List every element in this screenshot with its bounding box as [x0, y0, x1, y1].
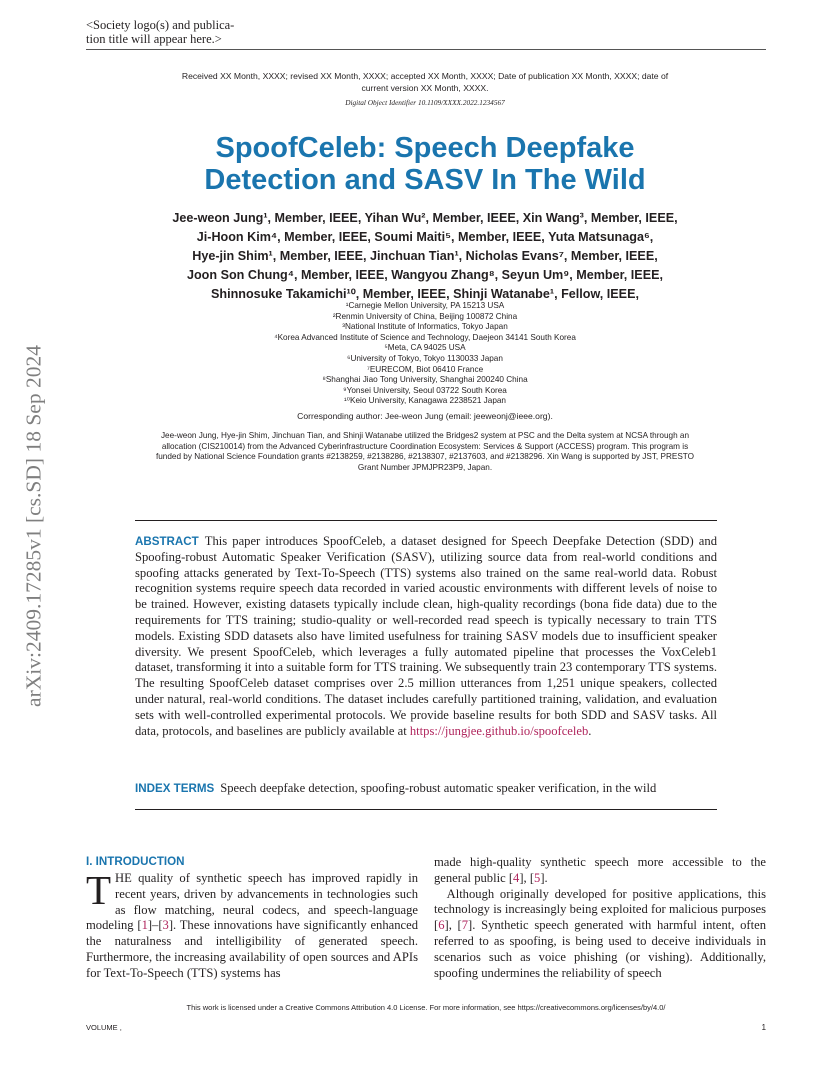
- citation-1[interactable]: 1: [141, 918, 148, 933]
- received-dates: [150, 70, 700, 94]
- intro-paragraph-2: [434, 887, 766, 982]
- affiliation: ⁵Meta, CA 94025 USA: [384, 343, 466, 353]
- page-number: 1: [761, 1023, 766, 1032]
- intro-text-3b: ]. Synthetic speech generated with harmful intent, often referred to as spoofing, is being used to deceive individuals in scenarios such as voice phishing (or vishing). Additionally, spoofing undermines the reliability of speech: [434, 918, 766, 980]
- affiliation: ⁹Yonsei University, Seoul 03722 South Korea: [343, 385, 507, 395]
- author-line-1: Jee-weon Jung¹, Member, IEEE, Yihan Wu², Member, IEEE, Xin Wang³, Member, IEEE,: [172, 211, 678, 225]
- arxiv-stamp: [22, 292, 46, 760]
- intro-text-3a: Although originally developed for positive applications, this technology is increasingly being exploited for malicious purposes [: [434, 886, 766, 933]
- header-rule: [86, 49, 766, 50]
- funding-note: Jee-weon Jung, Hye-jin Shim, Jinchuan Tian, and Shinji Watanabe utilized the Bridges2 system at PSC and the Delta system at NCSA through an allocation (CIS210014) from the Advanced Cyberinfrastructure Coordination Ecosystem: Services & Support (ACCESS) program. This program is funded by National Science Foundation grants #2138259, #2138286, #2138307, #2137603, and #2138296. Xin Wang is supported by JST, PRESTO Grant Number JPMJPR23P9, Japan.: [155, 431, 695, 472]
- citation-sep: ], [: [444, 918, 462, 933]
- arxiv-identifier: arXiv:2409.17285v1 [cs.SD] 18 Sep 2024: [21, 345, 46, 707]
- citation-6[interactable]: 6: [438, 918, 445, 933]
- section-heading-introduction: I. INTRODUCTION: [86, 855, 185, 868]
- index-terms: [135, 780, 717, 797]
- intro-text-2a: made high-quality synthetic speech more accessible to the general public [: [434, 855, 766, 885]
- affiliations: [150, 301, 700, 407]
- paper-title: [120, 132, 730, 196]
- abstract-top-rule: [135, 520, 717, 521]
- title-line-2: Detection and SASV In The Wild: [204, 164, 646, 196]
- index-terms-text: Speech deepfake detection, spoofing-robust automatic speaker verification, in the wild: [220, 781, 657, 795]
- affiliation: ³National Institute of Informatics, Tokyo Japan: [342, 322, 508, 332]
- author-line-3: Hye-jin Shim¹, Member, IEEE, Jinchuan Tian¹, Nicholas Evans⁷, Member, IEEE,: [192, 249, 658, 263]
- intro-left-column: [86, 867, 418, 982]
- intro-text-1b: ]. These innovations have significantly enhanced the naturalness and intelligibility of generated speech. Furthermore, the increasing availability of open sources and APIs for Text-To-Speech (TTS) systems has: [86, 918, 418, 980]
- author-line-5: Shinnosuke Takamichi¹⁰, Member, IEEE, Shinji Watanabe¹, Fellow, IEEE,: [211, 287, 639, 301]
- citation-4[interactable]: 4: [513, 870, 520, 885]
- doi: Digital Object Identifier 10.1109/XXXX.2022.1234567: [345, 98, 505, 107]
- author-line-2: Ji-Hoon Kim⁴, Member, IEEE, Soumi Maiti⁵, Member, IEEE, Yuta Matsunaga⁶,: [196, 230, 654, 244]
- abstract-text: This paper introduces SpoofCeleb, a dataset designed for Speech Deepfake Detection (SDD) and Spoofing-robust Automatic Speaker Verification (SASV), utilizing source data from real-world conditions and spoofing attacks generated by Text-To-Speech (TTS) systems also trained on the same real-world data. Robust recognition systems require speech data recorded in varied acoustic environments with different levels of noise to be trained. However, existing datasets typically include clean, high-quality recordings (bona fide data) due to the requirements for TTS training; studio-quality or well-recorded read speech is typically necessary to train TTS models. Existing SDD datasets also have limited usefulness for training SASV models due to insufficient speaker diversity. We present SpoofCeleb, which leverages a fully automated pipeline that processes the VoxCeleb1 dataset, transforming it into a suitable form for TTS training. We subsequently train 23 contemporary TTS systems. The resulting SpoofCeleb dataset comprises over 2.5 million utterances from 1,251 unique speakers, collected under natural, real-world conditions. The dataset includes carefully partitioned training, validation, and evaluation sets with well-controlled experimental protocols. We provide baseline results for both SDD and SASV tasks. All data, protocols, and baselines are publicly available at: [135, 534, 717, 738]
- affiliation: ⁴Korea Advanced Institute of Science and Technology, Daejeon 34141 South Korea: [274, 332, 576, 342]
- citation-3[interactable]: 3: [162, 918, 169, 933]
- affiliation: ⁸Shanghai Jiao Tong University, Shanghai 200240 China: [322, 375, 528, 385]
- abstract-label: ABSTRACT: [135, 535, 199, 548]
- intro-text-1a: HE quality of synthetic speech has improved rapidly in recent years, driven by advancements in technologies such as flow matching, neural codecs, and speech-language modeling [: [86, 871, 418, 933]
- volume-label: VOLUME ,: [86, 1023, 122, 1032]
- intro-paragraph-1: [86, 867, 418, 982]
- corresponding-author: Corresponding author: Jee-weon Jung (email: jeeweonj@ieee.org).: [297, 411, 553, 421]
- abstract: [135, 534, 717, 739]
- citation-5[interactable]: 5: [534, 870, 541, 885]
- citation-dash: ]–[: [147, 918, 163, 933]
- affiliation: ¹Carnegie Mellon University, PA 15213 USA: [345, 301, 505, 310]
- author-list: [120, 209, 730, 304]
- title-line-1: SpoofCeleb: Speech Deepfake: [215, 132, 635, 164]
- affiliation: ²Renmin University of China, Beijing 100872 China: [332, 311, 518, 321]
- citation-7[interactable]: 7: [461, 918, 469, 933]
- abstract-end: .: [588, 723, 592, 738]
- intro-right-column: [434, 855, 766, 981]
- drop-cap: T: [86, 867, 112, 913]
- intro-paragraph-1-cont: [434, 855, 766, 887]
- index-terms-label: INDEX TERMS: [135, 782, 215, 795]
- society-line-1: <Society logo(s) and publica-: [86, 18, 235, 32]
- citation-sep: ], [: [519, 870, 535, 885]
- abstract-bottom-rule: [135, 809, 717, 810]
- license-note: This work is licensed under a Creative Commons Attribution 4.0 License. For more information, see https://creativecommons.org/licenses/by/4.0/: [186, 1003, 666, 1012]
- affiliation: ⁶University of Tokyo, Tokyo 1130033 Japan: [347, 353, 503, 363]
- received-line-1: Received XX Month, XXXX; revised XX Month, XXXX; accepted XX Month, XXXX; Date of publication XX Month, XXXX; date of: [181, 71, 669, 81]
- society-line-2: tion title will appear here.>: [86, 32, 222, 46]
- received-line-2: current version XX Month, XXXX.: [361, 83, 489, 93]
- author-line-4: Joon Son Chung⁴, Member, IEEE, Wangyou Zhang⁸, Seyun Um⁹, Member, IEEE,: [186, 268, 664, 282]
- project-link[interactable]: https://jungjee.github.io/spoofceleb: [409, 723, 589, 738]
- society-placeholder: [86, 18, 276, 46]
- affiliation: ⁷EURECOM, Biot 06410 France: [366, 364, 484, 374]
- affiliation: ¹⁰Keio University, Kanagawa 2238521 Japan: [344, 396, 506, 406]
- intro-text-2b: ].: [540, 870, 548, 885]
